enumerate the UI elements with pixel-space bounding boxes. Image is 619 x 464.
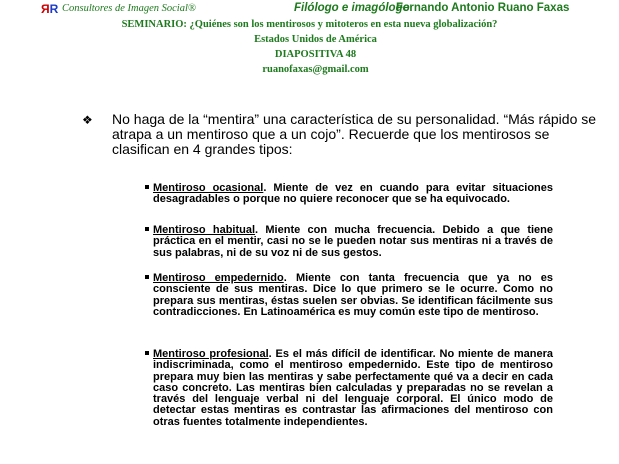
rr-logo: RR: [41, 2, 59, 16]
diamond-bullet-icon: ❖: [82, 113, 93, 127]
square-bullet-icon: [145, 275, 149, 279]
type-description: . Es el más difícil de identificar. No miente de manera indiscriminada, como el mentiroso empedernido. Este tipo de mentiroso prepara muy bien las mentiras y sabe perfectamente qué va a decir en cada caso concreto. Las mentiras bien calculadas y preparadas no se revelan a través del lenguaje verbal ni del lenguaje corporal. El único modo de detectar estas mentiras es contrastar las afirmaciones del mentiroso con otras fuentes totalmente independientes.: [153, 348, 553, 428]
country: Estados Unidos de América: [254, 34, 377, 45]
square-bullet-icon: [145, 351, 149, 355]
main-content: [80, 112, 600, 157]
square-bullet-icon: [145, 185, 149, 189]
list-item: [145, 349, 553, 428]
author-role: Filólogo e imagólogo: [294, 2, 410, 14]
list-item: [145, 273, 553, 318]
type-term: Mentiroso profesional: [153, 348, 269, 360]
seminar-title: SEMINARIO: ¿Quiénes son los mentirosos y mitoteros en esta nueva globalización?: [121, 19, 498, 30]
slide-number: DIAPOSITIVA 48: [274, 49, 357, 60]
type-description: . Miente con mucha frecuencia. Debido a que tiene práctica en el mentir, casi no se le pueden notar sus mentiras ni a través de sus palabras, ni de su voz ni de sus gestos.: [153, 224, 554, 259]
type-description: . Miente con tanta frecuencia que ya no es consciente de sus mentiras. Dice lo que primero se le ocurre. Como no prepara sus mentiras, éstas suelen ser obvias. Se identifican fácilmente sus contradicciones. En Latinoamérica es muy común este tipo de mentiroso.: [153, 272, 554, 318]
author-name: Fernando Antonio Ruano Faxas: [396, 2, 570, 14]
email: ruanofaxas@gmail.com: [262, 64, 369, 75]
type-term: Mentiroso ocasional: [153, 182, 264, 194]
intro-text: No haga de la “mentira” una característica de su personalidad. “Más rápido se atrapa a un mentiroso que a un cojo”. Recuerde que los mentirosos se clasifican en 4 grandes tipos:: [112, 111, 597, 157]
firm-name: Consultores de Imagen Social®: [62, 3, 196, 14]
type-term: Mentiroso habitual: [153, 224, 256, 236]
type-description: . Miente de vez en cuando para evitar situaciones desagradables o porque no quiere reconocer que se ha equivocado.: [153, 182, 553, 206]
square-bullet-icon: [145, 227, 149, 231]
header-top-row: [0, 2, 619, 18]
type-term: Mentiroso empedernido: [153, 272, 284, 284]
list-item: [145, 183, 553, 206]
list-item: [145, 225, 553, 259]
intro-paragraph: [80, 112, 600, 157]
